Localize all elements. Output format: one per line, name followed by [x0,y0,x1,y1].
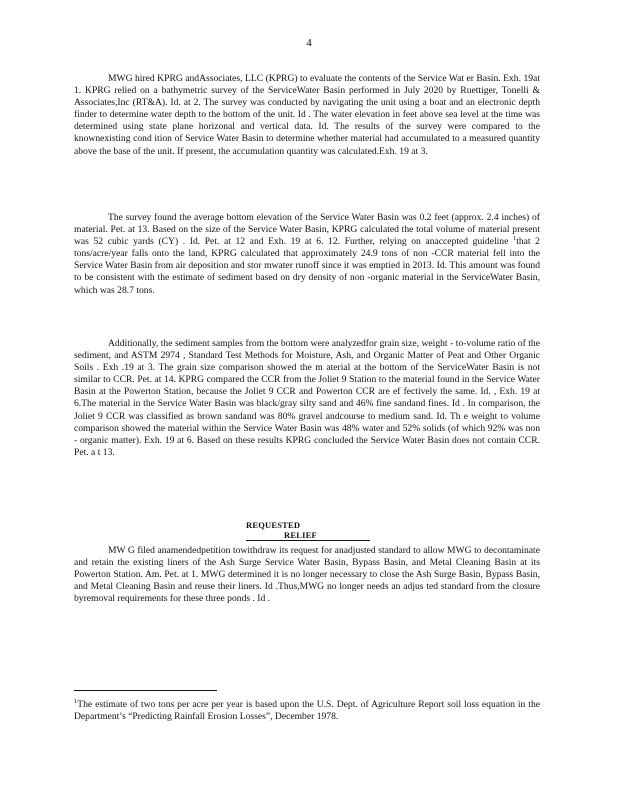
paragraph-survey-findings [74,212,540,297]
paragraph-text: The survey found the average bottom elevation of the Service Water Basin was 0.2 feet (approx. 2.4 inches) of material. Pet. at 13. Based on the size of the Service Water Basin, KPRG calculated the total volume of material present was 52 cubic yards (CY) . Id. Pet. at 12 and Exh. 19 at 6. 12. Further, relying on anaccepted guideline [74,212,540,248]
paragraph-kprg-evaluation [74,73,540,158]
footnote-divider [74,690,217,691]
section-heading-requested-relief [246,520,370,541]
heading-word: RELIEF [284,530,317,540]
heading-word: REQUESTED [246,520,301,530]
paragraph-text: MW G filed anamendedpetition towithdraw its request for anadjusted standard to allow MWG to decontaminate and retain the existing liners of the Ash Surge Service Water Basin, Bypass Basin, and Metal Cleaning Basin at its Powerton Station. Am. Pet. at 1. MWG determined it is no longer necessary to close the Ash Surge Basin, Bypass Basin, and Metal Cleaning Basin and reuse their liners. Id .Thus,MWG no longer needs an adjus ted standard from the closure byremoval requirements for these three ponds . Id . [74,545,540,605]
paragraph-text: Additionally, the sediment samples from the bottom were analyzedfor grain size, weight - to-volume ratio of the sediment, and ASTM 2974 , Standard Test Methods for Moisture, Ash, and Organic Matter of Peat and Other Organic Soils . Exh .19 at 3. The grain size comparison showed the m aterial at the bottom of the ServiceWater Basin is not similar to CCR. Pet. at 14. KPRG compared the CCR from the Joliet 9 Station to the material found in the Service Water Basin at the Powerton Station, because the Joliet 9 CCR and Powerton CCR are ef fectively the same. Id. , Exh. 19 at 6.The material in the Service Water Basin was black/gray silty sand and 46% fine sandand fines. Id . In comparison, the Joliet 9 CCR was classified as brown sandand was 80% gravel andcourse to medium sand. Id. Th e weight to volume comparison showed the material within the Service Water Basin was 48% water and 52% solids (of which 92% was non - organic matter). Exh. 19 at 6. Based on these results KPRG concluded the Service Water Basin does not contain CCR. Pet. a t 13. [74,338,540,458]
paragraph-text-continued: that 2 tons/acre/year falls onto the land, KPRG calculated that approximately 24.9 tons of non -CCR material fell into the Service Water Basin from air deposition and stor mwater runoff since it was emptied in 2013. Id. This amount was found to be consistent with the estimate of sediment based on dry density of non -organic material in the ServiceWater Basin, which was 28.7 tons. [74,236,540,296]
footnote [74,699,540,723]
paragraph-text: MWG hired KPRG andAssociates, LLC (KPRG) to evaluate the contents of the Service Wat er Basin. Exh. 19at 1. KPRG relied on a bathymetric survey of the ServiceWater Basin performed in July 2020 by Ruettiger, Tonelli & Associates,Inc (RT&A). Id. at 2. The survey was conducted by navigating the unit using a boat and an electronic depth finder to determine water depth to the bottom of the unit. Id . The water elevation in feet above sea level at the time was determined using state plane horizonal and vertical data. Id. The results of the survey were compared to the knownexisting cond ition of Service Water Basin to determine whether material had accumulated to a measured quantity above the base of the unit. If present, the accumulation quantity was calculated.Exh. 19 at 3. [74,73,540,157]
footnote-reference: 1 [512,235,517,242]
footnote-mark: 1 [74,697,78,705]
page-number: 4 [306,37,312,49]
paragraph-amended-petition [74,545,540,605]
paragraph-sediment-samples [74,338,540,459]
footnote-text: The estimate of two tons per acre per year is based upon the U.S. Dept. of Agriculture Report soil loss equation in the Department’s “Predicting Rainfall Erosion Losses”, December 1978. [74,699,540,723]
